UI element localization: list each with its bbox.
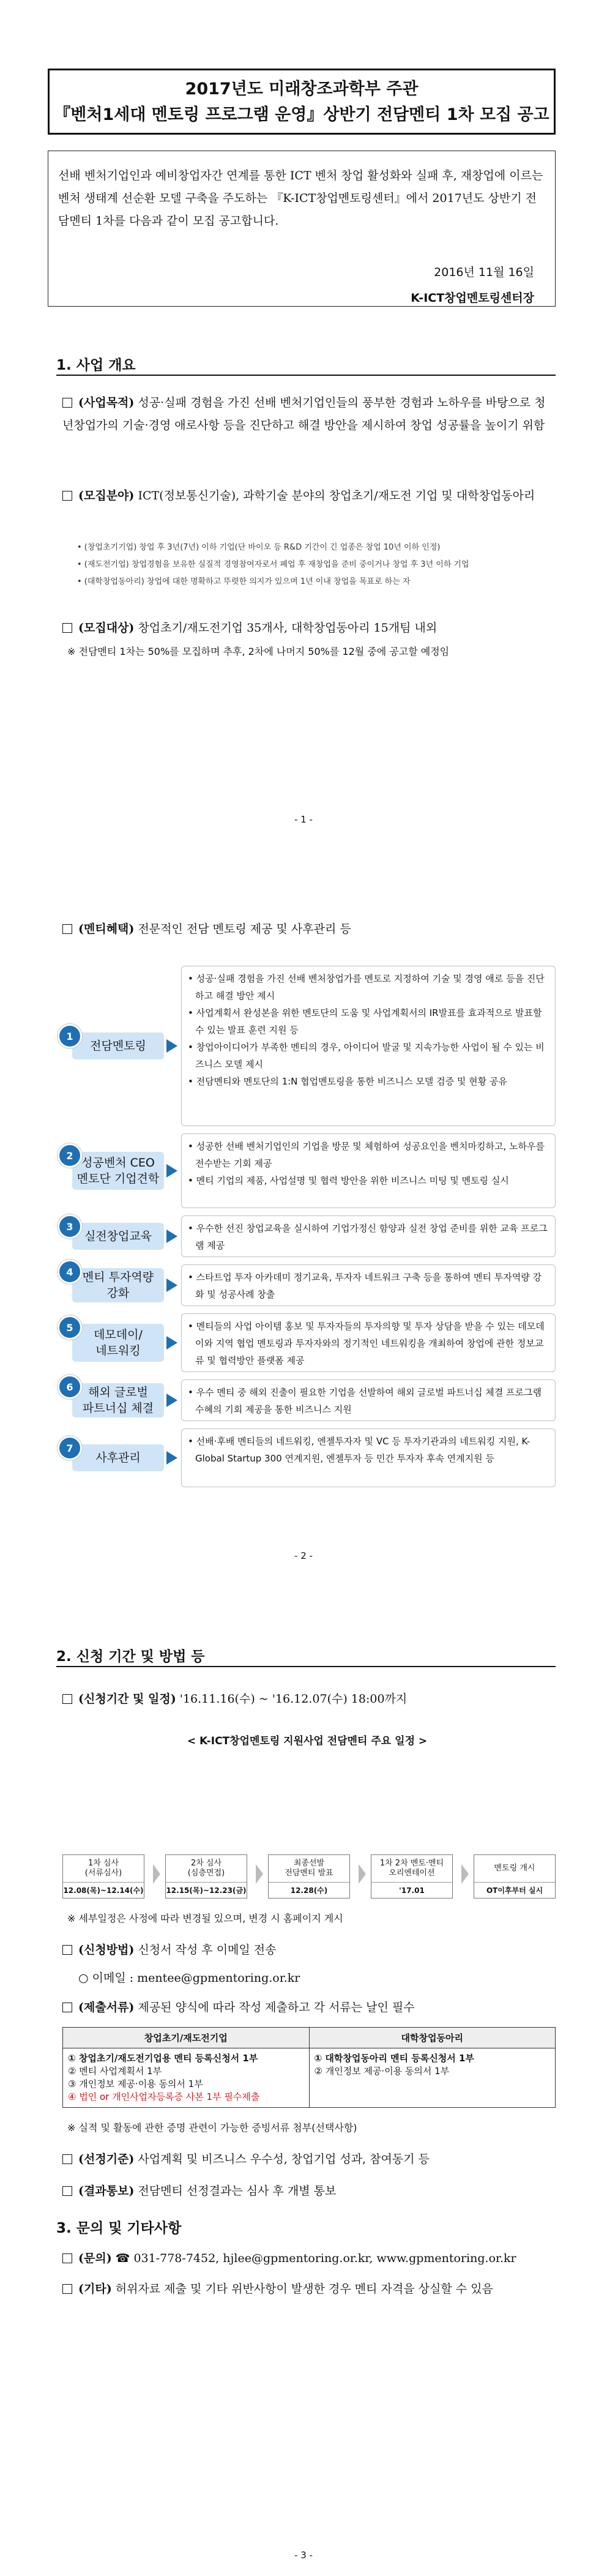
benefit-label: (멘티혜택) [78, 922, 135, 936]
process-step [165, 1854, 247, 1898]
docs-paragraph [62, 1996, 552, 2019]
purpose-label: (사업목적) [78, 396, 135, 409]
benefit-category-label: 멘티 투자역량 [82, 1271, 154, 1284]
benefit-item: • 성공·실패 경험을 가진 선배 벤처창업가를 멘토로 지정하여 기술 및 경영 애로 등을 진단하고 해결 방안 제시 [188, 973, 545, 1001]
process-step-label: (심층면접) [187, 1869, 225, 1878]
process-step-label: (서류심사) [84, 1869, 122, 1878]
checkbox-icon [62, 1945, 72, 1955]
method-text: 신청서 작성 후 이메일 전송 [134, 1943, 277, 1957]
checkbox-icon [62, 2284, 72, 2294]
benefit-description [181, 966, 556, 1126]
arrow-right-icon [166, 1230, 177, 1243]
target-paragraph [62, 617, 552, 640]
table-header-startup: 창업초기/재도전기업 [63, 2028, 310, 2048]
method-paragraph [62, 1939, 552, 1962]
field-note: • (창업초기기업) 창업 후 3년(7년) 이하 기업(단 바이오 등 R&D 기간이 긴 업종은 창업 10년 이하 인정) [77, 543, 441, 552]
benefit-category [72, 1268, 164, 1302]
benefit-category-label: 전담멘토링 [90, 1039, 146, 1053]
process-step-label: 전담멘티 발표 [285, 1869, 333, 1878]
benefit-description [181, 1379, 556, 1421]
benefit-category [72, 1223, 164, 1250]
section2-title: 2. 신청 기간 및 방법 등 [56, 1649, 205, 1665]
purpose-paragraph [62, 392, 552, 437]
benefit-number-badge: 6 [58, 1375, 82, 1399]
benefit-category-label: 실전창업교육 [84, 1230, 152, 1243]
process-step-label: 1차 2차 멘토·멘티 [379, 1859, 444, 1868]
benefit-item: • 성공한 선배 벤처기업인의 기업을 방문 및 체험하여 성공요인을 벤치마킹하고, 노하우를 전수받는 기회 제공 [188, 1141, 545, 1169]
benefit-category-label: 성공벤처 CEO [81, 1156, 155, 1170]
period-paragraph [62, 1688, 552, 1711]
table-cell-club-docs [309, 2048, 556, 2108]
process-step-name [371, 1855, 452, 1882]
doc-item-required: ④ 법인 or 개인사업자등록증 사본 1부 필수제출 [68, 2091, 260, 2102]
page-number: - 3 - [294, 2550, 313, 2561]
process-step-label: 최종선발 [293, 1859, 325, 1868]
field-paragraph [62, 485, 552, 507]
docs-label: (제출서류) [78, 2001, 135, 2014]
arrow-right-icon [166, 1451, 177, 1465]
intro-date: 2016년 11월 16일 [434, 266, 534, 279]
section1-title: 1. 사업 개요 [56, 357, 136, 373]
field-text: ICT(정보통신기술), 과학기술 분야의 창업초기/재도전 기업 및 대학창업동아리 [134, 489, 535, 502]
checkbox-icon [62, 398, 72, 408]
contact-paragraph [62, 2247, 552, 2270]
benefit-item: • 스타트업 투자 아카데미 정기교육, 투자자 네트워크 구축 등을 통하여 멘티 투자역량 강화 및 성공사례 창출 [188, 1272, 542, 1300]
target-text: 창업초기/재도전기업 35개사, 대학창업동아리 15개팀 내외 [134, 621, 438, 635]
etc-paragraph [62, 2278, 552, 2301]
benefit-item: • 우수 멘티 중 해외 진출이 필요한 기업을 선발하여 해외 글로벌 파트너십 체결 프로그램 수혜의 기회 제공을 통한 비즈니스 지원 [188, 1387, 542, 1415]
benefit-description [181, 1313, 556, 1372]
arrow-right-icon [166, 1039, 177, 1053]
benefit-item: • 선배·후배 멘티들의 네트워킹, 엔젤투자자 및 VC 등 투자기관과의 네트워킹 지원, K-Global Startup 300 연계지원, 엔젤투자 등 민간 투자자 후속 연계지원 등 [188, 1436, 531, 1464]
period-text: '16.11.16(수) ~ '16.12.07(수) 18:00까지 [176, 1692, 408, 1706]
process-step-date: '17.01 [371, 1882, 452, 1898]
process-arrow-icon [256, 1864, 263, 1884]
docs-text: 제공된 양식에 따라 작성 제출하고 각 서류는 날인 필수 [134, 2001, 415, 2014]
section2-divider [56, 1666, 556, 1667]
process-step [371, 1854, 453, 1898]
benefit-category [72, 1324, 164, 1362]
notice-title-line1: 2017년도 미래창조과학부 주관 [185, 80, 419, 99]
target-note: ※ 전담멘티 1차는 50%를 모집하며 추후, 2차에 나머지 50%를 12월 중에 공고할 예정임 [67, 646, 450, 657]
doc-item: ② 개인정보 제공·이용 동의서 1부 [314, 2066, 450, 2077]
table-header-row [63, 2028, 556, 2048]
benefit-category-label: 네트워킹 [95, 1344, 141, 1357]
process-title: < K-ICT창업멘토링 지원사업 전담멘티 주요 일정 > [187, 1735, 428, 1747]
benefit-item: • 창업아이디어가 부족한 멘티의 경우, 아이디어 발굴 및 지속가능한 사업이 될 수 있는 비즈니스 모델 제시 [188, 1042, 545, 1070]
benefit-description [181, 1264, 556, 1306]
process-step-date: 12.28(수) [269, 1882, 349, 1898]
benefit-number-badge: 4 [58, 1260, 82, 1284]
benefit-category [72, 1032, 164, 1059]
doc-item: ③ 개인정보 제공·이용 동의서 1부 [68, 2078, 203, 2089]
intro-org: K-ICT창업멘토링센터장 [411, 291, 534, 305]
purpose-text: 성공·실패 경험을 가진 선배 벤처기업인들의 풍부한 경험과 노하우를 바탕으로 청년창업가의 기술·경영 애로사항 등을 진단하고 해결 방안을 제시하여 창업 성공률을 높이기 위함 [62, 396, 546, 432]
doc-item: ① 창업초기/재도전기업용 멘티 등록신청서 1부 [68, 2053, 258, 2064]
benefit-number-badge: 5 [58, 1315, 82, 1340]
email-line: ○ 이메일 : mentee@gpmentoring.or.kr [78, 1971, 300, 1985]
period-label: (신청기간 및 일정) [78, 1692, 176, 1706]
intro-text: 선배 벤처기업인과 예비창업자간 연계를 통한 ICT 벤처 창업 활성화와 실패 후, 재창업에 이르는 벤처 생태계 선순환 모델 구축을 주도하는 『K-ICT창업멘토링센터』에서 2017년도 상반기 전담멘티 1차를 다음과 같이 모집 공고합니다. [58, 169, 543, 228]
process-note: ※ 세부일정은 사정에 따라 변경될 있으며, 변경 시 홈페이지 게시 [67, 1913, 343, 1924]
process-step-date: 12.08(목)~12.14(수) [63, 1882, 144, 1898]
benefit-description [181, 1133, 556, 1208]
documents-table [62, 2027, 556, 2108]
table-cell-startup-docs [63, 2048, 310, 2108]
benefit-category-label: 파트너십 체결 [82, 1402, 154, 1415]
benefit-item: • 전담멘티와 멘토단의 1:N 협업멘토링을 통한 비즈니스 모델 검증 및 현황 공유 [188, 1076, 507, 1087]
benefit-number-badge: 7 [58, 1436, 82, 1460]
process-step-label: 오리엔테이션 [389, 1869, 435, 1878]
criteria-paragraph [62, 2148, 552, 2171]
process-step [474, 1854, 556, 1898]
checkbox-icon [62, 491, 72, 501]
contact-label: (문의) [78, 2252, 112, 2265]
table-note: ※ 실적 및 활동에 관한 증명 관련이 가능한 증빙서류 첨부(선택사항) [67, 2122, 357, 2134]
checkbox-icon [62, 924, 72, 934]
process-step-name [63, 1855, 144, 1882]
process-arrow-icon [359, 1864, 366, 1884]
checkbox-icon [62, 2003, 72, 2012]
doc-item: ① 대학창업동아리 멘티 등록신청서 1부 [314, 2053, 474, 2064]
process-step [268, 1854, 350, 1898]
criteria-label: (선정기준) [78, 2152, 135, 2166]
contact-text: ☎ 031-778-7452, hjlee@gpmentoring.or.kr, www.gpmentoring.or.kr [111, 2252, 516, 2265]
benefit-number-badge: 2 [58, 1143, 82, 1168]
table-header-club: 대학창업동아리 [309, 2028, 556, 2048]
process-step-label: 2차 심사 [190, 1859, 222, 1868]
table-row [63, 2048, 556, 2108]
process-step-date: OT이후부터 실시 [474, 1882, 555, 1898]
benefit-category [72, 1444, 164, 1471]
arrow-right-icon [166, 1279, 177, 1292]
benefit-item: • 사업계획서 완성본을 위한 멘토단의 도움 및 사업계획서의 IR발표를 효과적으로 발표할 수 있는 발표 훈련 지원 등 [188, 1007, 542, 1036]
benefit-text: 전문적인 전담 멘토링 제공 및 사후관리 등 [134, 922, 351, 936]
process-step-label: 1차 심사 [88, 1859, 119, 1868]
checkbox-icon [62, 2154, 72, 2164]
etc-label: (기타) [78, 2282, 112, 2296]
result-paragraph [62, 2180, 552, 2203]
process-step-name [166, 1855, 247, 1882]
benefit-category-label: 멘토단 기업견학 [76, 1172, 160, 1185]
benefit-paragraph [62, 918, 552, 941]
field-notes [77, 541, 554, 589]
benefit-item: • 멘티 기업의 제품, 사업설명 및 협력 방안을 위한 비즈니스 미팅 및 멘토링 실시 [188, 1175, 509, 1186]
benefit-description [181, 1428, 556, 1487]
section3-title: 3. 문의 및 기타사항 [56, 2220, 182, 2236]
process-step-name [474, 1855, 555, 1882]
process-arrow-icon [461, 1864, 469, 1884]
field-note: • (재도전기업) 창업경험을 보유한 실질적 경영참여자로서 폐업 후 재창업을 준비 중이거나 창업 후 3년 이하 기업 [77, 560, 469, 569]
notice-title-box [48, 69, 556, 135]
arrow-right-icon [166, 1394, 177, 1407]
field-label: (모집분야) [78, 489, 135, 502]
benefit-category-label: 데모데이/ [94, 1328, 143, 1342]
intro-box [48, 151, 556, 307]
checkbox-icon [62, 2253, 72, 2263]
doc-item: ② 멘티 사업계획서 1부 [68, 2066, 162, 2077]
notice-title-line2: 『벤처1세대 멘토링 프로그램 운영』상반기 전담멘티 1차 모집 공고 [54, 105, 549, 124]
method-label: (신청방법) [78, 1943, 135, 1957]
checkbox-icon [62, 1694, 72, 1704]
process-step [62, 1854, 144, 1898]
page-number: - 1 - [294, 814, 313, 825]
section1-divider [56, 375, 556, 376]
process-step-label: 멘토링 개시 [494, 1864, 535, 1873]
arrow-right-icon [166, 1336, 177, 1350]
process-arrow-icon [153, 1864, 160, 1884]
benefit-item: • 우수한 선진 창업교육을 실시하여 기업가정신 함양과 실전 창업 준비를 위한 교육 프로그램 제공 [188, 1223, 548, 1251]
checkbox-icon [62, 623, 72, 633]
benefit-description [181, 1215, 556, 1257]
benefit-category [72, 1152, 164, 1190]
etc-text: 허위자료 제출 및 기타 위반사항이 발생한 경우 멘티 자격을 상실할 수 있음 [111, 2282, 493, 2296]
benefit-number-badge: 3 [58, 1214, 82, 1239]
benefit-item: • 멘티들의 사업 아이템 홍보 및 투자자들의 투자의향 및 투자 상담을 받을 수 있는 데모데이와 지역 협업 멘토링과 투자자와의 정기적인 네트워킹을 개최하여 창업에 관한 정보교류 및 협력방안 플랫폼 제공 [188, 1321, 545, 1366]
process-step-name [269, 1855, 349, 1882]
benefit-category-label: 사후관리 [95, 1451, 141, 1465]
arrow-right-icon [166, 1164, 177, 1178]
benefit-category-label: 강화 [106, 1286, 130, 1300]
checkbox-icon [62, 2186, 72, 2196]
benefit-number-badge: 1 [58, 1024, 82, 1048]
process-step-date: 12.15(목)~12.23(금) [166, 1882, 247, 1898]
page-number: - 2 - [294, 1550, 313, 1561]
benefit-category [72, 1383, 164, 1417]
result-text: 전담멘티 선정결과는 심사 후 개별 통보 [134, 2184, 337, 2198]
target-label: (모집대상) [78, 621, 135, 635]
benefit-category-label: 해외 글로벌 [88, 1386, 148, 1399]
field-note: • (대학창업동아리) 창업에 대한 명확하고 뚜렷한 의지가 있으며 1년 이내 창업을 목표로 하는 자 [77, 577, 411, 586]
criteria-text: 사업계획 및 비즈니스 우수성, 창업기업 성과, 참여동기 등 [134, 2152, 430, 2166]
result-label: (결과통보) [78, 2184, 135, 2198]
